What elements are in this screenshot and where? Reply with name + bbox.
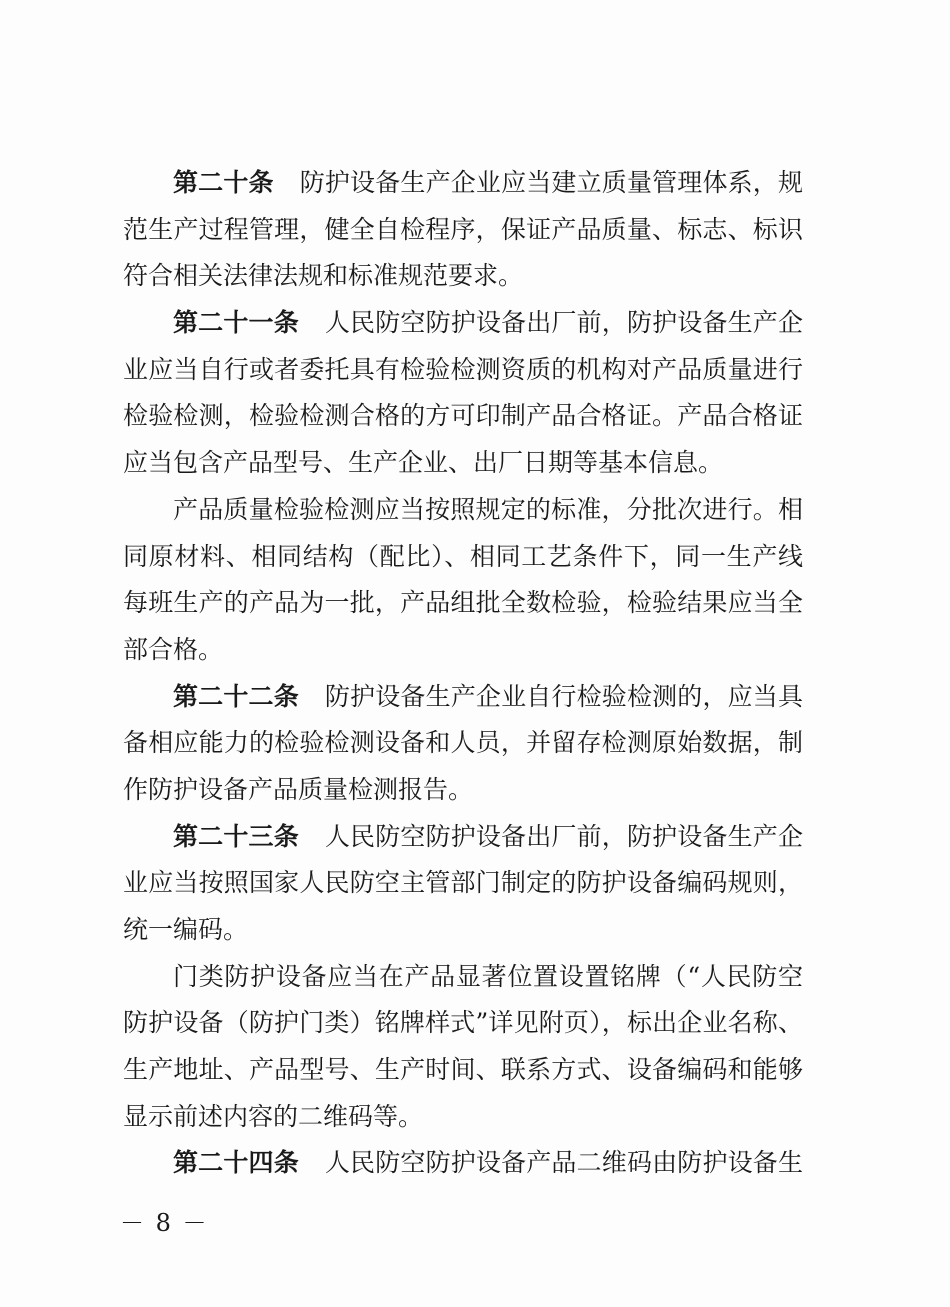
paragraph-line	[123, 487, 803, 534]
paragraph-line	[123, 160, 803, 207]
page-number: － 8 －	[120, 1209, 209, 1237]
paragraph-line	[123, 954, 803, 1001]
paragraph-line	[123, 207, 803, 254]
paragraph-text: 符合相关法律法规和标准规范要求。	[123, 261, 524, 291]
paragraph-line	[123, 1140, 803, 1187]
paragraph-text: 防护设备生产企业应当建立质量管理体系，规	[299, 168, 803, 197]
paragraph-text: 检验检测，检验检测合格的方可印制产品合格证。产品合格证	[123, 401, 803, 431]
paragraph-line	[123, 440, 803, 487]
paragraph-text: 防护设备（防护门类）铭牌样式”详见附页），标出企业名称、	[123, 1008, 803, 1038]
paragraph-text: 产品质量检验检测应当按照规定的标准，分批次进行。相	[173, 494, 803, 524]
paragraph-text: 业应当按照国家人民防空主管部门制定的防护设备编码规则，	[123, 868, 803, 898]
article-heading: 第二十四条	[173, 1148, 299, 1178]
paragraph-line	[123, 860, 803, 907]
body-text	[123, 160, 803, 1187]
paragraph-line	[123, 580, 803, 627]
paragraph-line	[123, 907, 803, 954]
paragraph-line	[123, 1047, 803, 1094]
paragraph-text: 范生产过程管理，健全自检程序，保证产品质量、标志、标识	[123, 214, 803, 244]
paragraph-text: 防护设备生产企业自行检验检测的，应当具	[324, 681, 803, 711]
paragraph-text: 同原材料、相同结构（配比）、相同工艺条件下，同一生产线	[123, 541, 803, 571]
paragraph-line	[123, 674, 803, 721]
paragraph-text: 备相应能力的检验检测设备和人员，并留存检测原始数据，制	[123, 728, 803, 758]
paragraph-line	[123, 1094, 803, 1141]
paragraph-text: 应当包含产品型号、生产企业、出厂日期等基本信息。	[123, 448, 724, 478]
paragraph-line	[123, 814, 803, 861]
article-heading: 第二十条	[173, 168, 274, 197]
paragraph-line	[123, 627, 803, 674]
paragraph-line	[123, 767, 803, 814]
paragraph-line	[123, 534, 803, 581]
paragraph-line	[123, 1000, 803, 1047]
paragraph-text: 人民防空防护设备产品二维码由防护设备生	[324, 1148, 803, 1178]
paragraph-line	[123, 720, 803, 767]
paragraph-text: 人民防空防护设备出厂前，防护设备生产企	[324, 821, 803, 851]
paragraph-text: 显示前述内容的二维码等。	[123, 1101, 424, 1131]
paragraph-text: 生产地址、产品型号、生产时间、联系方式、设备编码和能够	[123, 1055, 803, 1085]
paragraph-line	[123, 300, 803, 347]
article-heading: 第二十三条	[173, 821, 299, 851]
paragraph-text: 每班生产的产品为一批，产品组批全数检验，检验结果应当全	[123, 588, 803, 618]
paragraph-text: 业应当自行或者委托具有检验检测资质的机构对产品质量进行	[123, 354, 803, 384]
paragraph-text: 门类防护设备应当在产品显著位置设置铭牌（“人民防空	[173, 961, 803, 991]
paragraph-text: 部合格。	[123, 634, 224, 664]
paragraph-text: 统一编码。	[123, 915, 249, 944]
paragraph-text: 人民防空防护设备出厂前，防护设备生产企	[324, 308, 803, 338]
paragraph-text: 作防护设备产品质量检测报告。	[123, 774, 474, 804]
article-heading: 第二十二条	[173, 681, 299, 711]
article-heading: 第二十一条	[173, 308, 299, 338]
paragraph-line	[123, 253, 803, 300]
paragraph-line	[123, 393, 803, 440]
paragraph-line	[123, 347, 803, 394]
